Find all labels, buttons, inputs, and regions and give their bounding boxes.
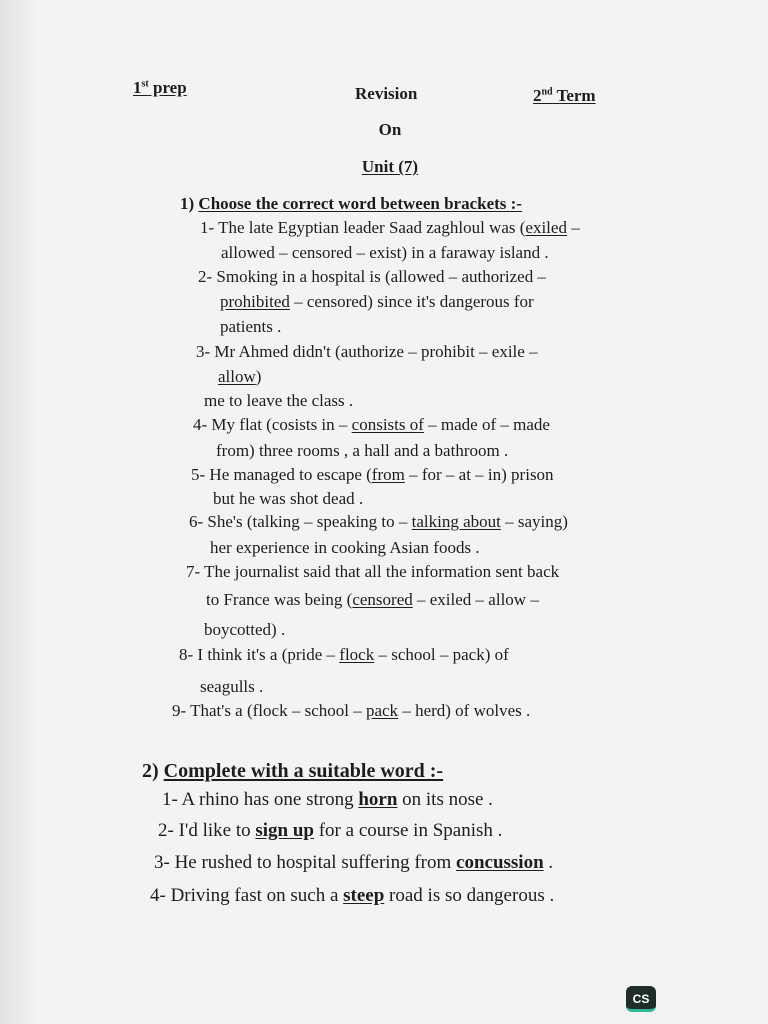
correct-answer: talking about [411,512,501,531]
question-text: – school – pack) of [374,645,509,664]
question-line [204,391,353,411]
sentence-text: on its nose . [397,789,493,810]
question-line [189,512,568,532]
section-1-number: 1) [180,194,199,213]
sentence-text: 2- I'd like to [158,820,256,841]
filled-answer: horn [358,789,398,810]
question-text: seagulls . [200,677,264,696]
question-text: – censored) since it's dangerous for [289,292,534,311]
subtitle-on: On [378,120,402,139]
question-text: me to leave the class . [204,391,354,410]
filled-answer: steep [343,885,385,906]
question-text: 9- That's a (flock – school – [172,701,366,720]
question-text: 4- My flat (cosists in – [193,415,352,434]
question-text: patients . [220,317,282,336]
filled-answer: concussion [456,852,544,873]
question-line [200,677,263,697]
term-suffix: nd [541,86,553,98]
question-text: 6- She's (talking – speaking to – [189,512,412,531]
sentence-text: 4- Driving fast on such a [150,885,344,906]
question-line [210,538,480,558]
section-2-heading: Complete with a suitable word :- [163,760,444,782]
question-line [186,562,559,582]
question-text: – herd) of wolves . [398,701,531,720]
term-number: 2 [533,86,542,105]
grade-label [133,78,187,98]
term-label [533,86,596,106]
question-text: 7- The journalist said that all the information sent back [186,562,560,581]
question-text: 8- I think it's a (pride – [179,645,340,664]
question-line [172,701,530,721]
question-line [193,415,550,435]
section-2-number: 2) [142,760,164,782]
grade-word: prep [148,78,187,97]
question-line [221,243,549,263]
question-text: – for – at – in) prison [404,465,554,484]
filled-answer: sign up [255,820,314,841]
sentence-text: road is so dangerous . [384,885,555,906]
correct-answer: pack [365,701,399,720]
sentence-text: for a course in Spanish . [313,820,503,841]
question-line [220,317,281,337]
question-line [206,590,539,610]
section-1-heading: Choose the correct word between brackets :- [198,194,522,213]
grade-number: 1 [133,78,142,97]
section-2-title [142,760,443,783]
correct-answer: allow [218,367,256,386]
question-text: 2- Smoking in a hospital is (allowed – authorized – [198,267,546,286]
question-text: 5- He managed to escape ( [191,465,372,484]
unit-title: Unit (7) [361,157,419,176]
grade-suffix: st [141,78,149,90]
question-line [179,645,509,665]
question-text: – made of – made [423,415,550,434]
correct-answer: censored [352,590,413,609]
completion-item [150,885,554,907]
question-line [213,489,363,509]
correct-answer: from [371,465,405,484]
term-word: Term [552,86,596,105]
question-text: – [566,218,580,237]
question-line [196,342,538,362]
correct-answer: prohibited [220,292,290,311]
section-1-title [180,194,522,214]
page-edge-shadow [0,0,38,1024]
sentence-text: 3- He rushed to hospital suffering from [154,852,457,873]
question-text: 1- The late Egyptian leader Saad zaghloul was ( [200,218,526,237]
question-text: – exiled – allow – [412,590,539,609]
question-line [204,620,285,640]
question-text: her experience in cooking Asian foods . [210,538,480,557]
question-text: but he was shot dead . [213,489,364,508]
question-text: – saying) [500,512,568,531]
page-title: Revision [355,84,418,103]
sentence-text: 1- A rhino has one strong [162,789,359,810]
question-text: from) three rooms , a hall and a bathroom . [216,441,509,460]
question-text: to France was being ( [206,590,353,609]
question-line [220,292,534,312]
correct-answer: flock [339,645,375,664]
question-line [200,218,580,238]
completion-item [158,820,502,842]
question-text: ) [255,367,262,386]
question-text: 3- Mr Ahmed didn't (authorize – prohibit – exile – [196,342,538,361]
completion-item [162,789,493,811]
correct-answer: exiled [525,218,567,237]
question-line [191,465,554,485]
correct-answer: consists of [351,415,424,434]
question-text: boycotted) . [204,620,286,639]
sentence-text: . [543,852,554,873]
question-line [216,441,508,461]
question-text: allowed – censored – exist) in a faraway island . [221,243,549,262]
completion-item [154,852,553,874]
camscanner-logo: CS [626,986,656,1012]
question-line [198,267,546,287]
question-line [218,367,261,387]
